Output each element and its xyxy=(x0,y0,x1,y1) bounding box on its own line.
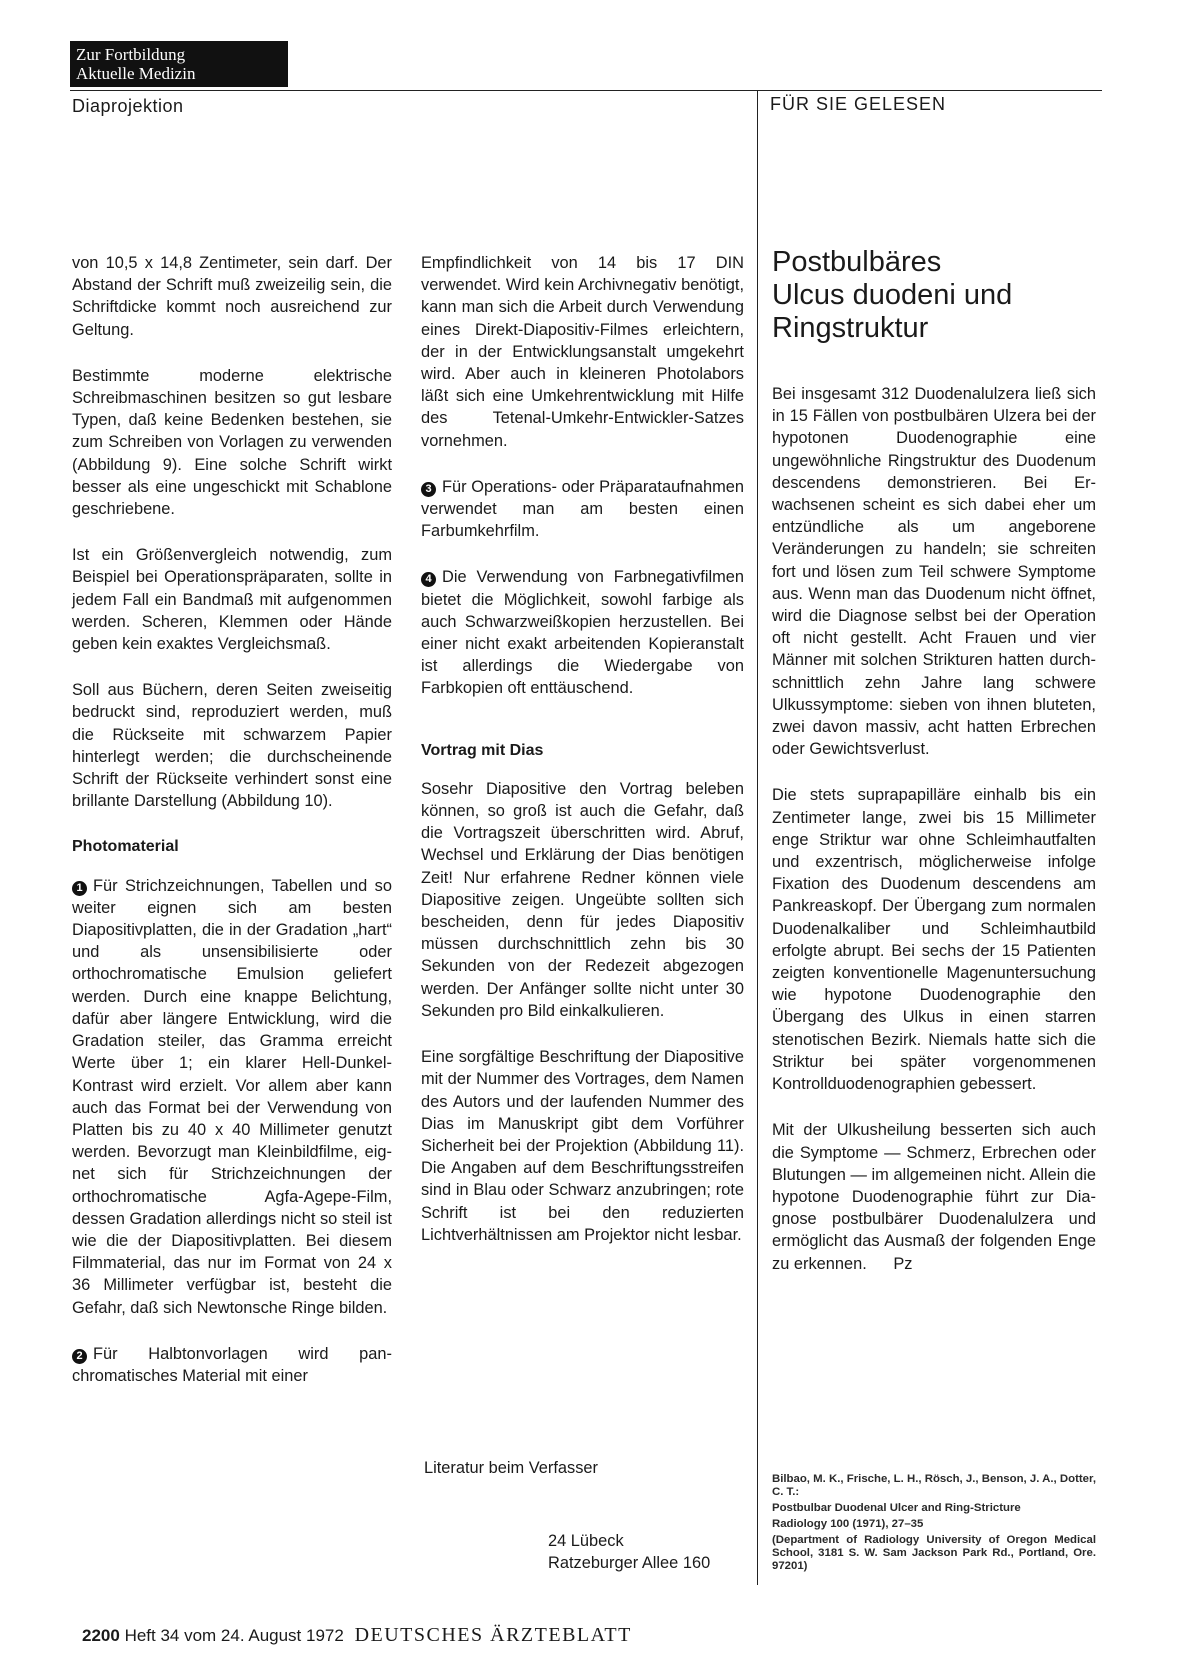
paragraph-text: Für Halbtonvorlagen wird panchromatisches Material mit einer xyxy=(72,1344,392,1385)
author-signature: Pz xyxy=(893,1254,913,1273)
number-bullet-icon: 3 xyxy=(421,482,436,497)
paragraph: Sosehr Diapositive den Vortrag beleben können, so groß ist auch die Gefahr, daß die Vortragszeit überschritten wird. Abruf, Wechsel und Erklärung der Dias benötigen Zeit! Nur erfahrene Redner können viele Diapositive zeigen. Ungeübte sollten sich bescheiden, denn für jedes Diapositiv müssen durchschnittlich zehn bis 30 Sekunden von der Redezeit abgezogen werden. Der Anfänger sollte nicht unter 30 Sekunden pro Bild einkalkulieren. xyxy=(421,779,744,1020)
literature-note: Literatur beim Verfasser xyxy=(424,1459,598,1477)
address-line: Ratzeburger Allee 160 xyxy=(548,1554,711,1572)
page-number: 2200 xyxy=(82,1626,120,1645)
page-footer xyxy=(82,1624,632,1647)
paragraph: Soll aus Büchern, deren Seiten zweiseitig bedruckt sind, reproduziert werden, muß die Rückseite mit schwarzem Papier hinterlegt werden; die durchscheinende Schrift der Rückseite verhindert sonst eine brillante Darstellung (Abbildung 10). xyxy=(72,681,392,811)
numbered-paragraph xyxy=(72,875,392,1319)
reference-institution: (Department of Radiology University of Oregon Medical School, 3181 S. W. Sam Jackson Park Rd., Portland, Ore. 97201) xyxy=(772,1534,1096,1572)
top-rule xyxy=(70,90,1102,91)
paragraph-text: Die Verwendung von Farbnegativfilmen bietet die Möglichkeit, sowohl farbige als auch Schwarzweißkopien herzustellen. Bei einer nicht exakt arbeitenden Kopieranstalt ist allerdings die Wiedergabe von Farbkopien oft enttäuschend. xyxy=(421,568,744,698)
paragraph: Ist ein Größenvergleich notwendig, zum Beispiel bei Operationspräparaten, sollte in jedem Fall ein Bandmaß mit aufgenommen werden. Scheren, Klemmen oder Hände geben kein exaktes Vergleichsmaß. xyxy=(72,546,392,654)
column-2 xyxy=(421,252,744,1270)
paragraph: Eine sorgfältige Beschriftung der Diapositive mit der Nummer des Vortrages, dem Namen des Autors und der laufenden Nummer des Dias im Manuskript gibt dem Vorführer Sicherheit bei der Projektion (Abbildung 11). Die Angaben auf dem Beschriftungsstreifen sind in Blau oder Schwarz anzubringen; rote Schrift ist bei den reduzierten Lichtverhältnissen am Projektor nicht lesbar. xyxy=(421,1048,744,1244)
column-1 xyxy=(72,252,392,1411)
number-bullet-icon: 1 xyxy=(72,881,87,896)
paragraph: Bestimmte moderne elektrische Schreibmaschinen besitzen so gut lesbare Typen, daß keine Bedenken bestehen, sie zum Schreiben von Vorlagen zu verwenden (Abbildung 9). Eine solche Schrift wirkt besser als eine ungeschickt mit Schablone geschriebene. xyxy=(72,366,392,519)
paragraph: von 10,5 x 14,8 Zentimeter, sein darf. Der Abstand der Schrift muß zweizeilig sein, die Schriftdicke kommt noch ausreichend zur Geltung. xyxy=(72,254,392,339)
reference-source: Radiology 100 (1971), 27–35 xyxy=(772,1518,924,1530)
paragraph xyxy=(772,1119,1096,1274)
paragraph-text: Mit der Ulkusheilung besserten sich auch die Symptome — Schmerz, Erbrechen oder Blutungen — im allgemeinen nicht. Allein die hypotone Duodenographie führt zur Diagnose postbulbärer Duodenalulzera und ermöglicht das Ausmaß der folgenden Enge zu erkennen. xyxy=(772,1121,1096,1273)
title-line: Postbulbäres xyxy=(772,246,942,278)
reference-title: Postbulbar Duodenal Ulcer and Ring-Stricture xyxy=(772,1502,1021,1514)
subheading: Photomaterial xyxy=(72,838,179,856)
title-line: Ulcus duodeni und xyxy=(772,279,1013,311)
column-rubric: FÜR SIE GELESEN xyxy=(770,94,947,114)
reference-authors: Bilbao, M. K., Frische, L. H., Rösch, J., Benson, J. A., Dotter, C. T.: xyxy=(772,1473,1096,1498)
author-address xyxy=(548,1530,710,1574)
article-title xyxy=(772,246,1102,345)
column-3 xyxy=(772,383,1096,1299)
references xyxy=(772,1473,1096,1576)
rubric-box-line1: Zur Fortbildung xyxy=(76,45,186,64)
numbered-paragraph xyxy=(421,566,744,699)
number-bullet-icon: 4 xyxy=(421,572,436,587)
rubric-box-line2: Aktuelle Medizin xyxy=(76,64,196,83)
paragraph-text: Für Operations- oder Präparataufnahmen verwendet man am besten einen Farbumkehrfilm. xyxy=(421,477,744,541)
paragraph: Bei insgesamt 312 Duodenalulzera ließ sich in 15 Fällen von postbulbären Ulzera bei der hypotonen Duodenographie eine ungewöhnliche Ringstruktur des Duodenum descendens demonstrieren. Bei Erwachsenen scheint es sich dabei eher um entzündliche als um angeborene Veränderungen zu handeln; sie schreiten fort und lösen zum Teil schwere Symptome aus. Wenn man das Duodenum nicht öffnet, wird die Diagnose selbst bei der Operation oft nicht gestellt. Acht Frauen und vier Männer mit solchen Strikturen hatten durchschnittlich zehn Jahre lang schwere Ulkussymptome: sieben von ihnen bluteten, zwei davon massiv, acht hatten Erbrechen oder Gewichtsverlust. xyxy=(772,385,1096,759)
subheading: Vortrag mit Dias xyxy=(421,741,544,759)
journal-name: DEUTSCHES ÄRZTEBLATT xyxy=(354,1624,632,1646)
numbered-paragraph xyxy=(72,1343,392,1387)
paragraph: Die stets suprapapilläre einhalb bis ein Zentimeter lange, zwei bis 15 Millimeter enge Striktur war ohne Schleimhautfalten und exzentrisch, möglicherweise infolge Fixation des Duodenum descendens am Pankreaskopf. Der Übergang zum normalen Duodenalkaliber und Schleimhautbild erfolgte abrupt. Bei sechs der 15 Patienten zeigten konventionelle Magenuntersuchung wie hypotone Duodenographie den Übergang des Ulkus in einen starren stenotischen Bezirk. Niemals hatte sich die Striktur bei später vorgenommenen Kontrollduodenographien gebessert. xyxy=(772,786,1096,1094)
title-line: Ringstruktur xyxy=(772,312,929,344)
paragraph-text: Für Strichzeichnungen, Tabellen und so weiter eignen sich am besten Diapositivplatten, die in der Gradation „hart“ und als unsensibilisierte oder orthochromatische Emulsion geliefert werden. Durch eine knappe Belichtung, dafür aber längere Entwicklung, wird die Gradation steiler, das Gramma erreicht Werte über 1; ein klarer Hell-Dunkel-Kontrast wird erzielt. Vor allem aber kann auch das Format bei der Verwendung von Platten bis zu 40 x 40 Millimeter genutzt werden. Bevorzugt man Kleinbildfilme, eignet sich für Strichzeichnungen der orthochromatische Agfa-Agepe-Film, dessen Gradation allerdings nicht so steil ist wie die der Diapositivplatten. Bei diesem Filmmaterial, das nur im Format von 24 x 36 Millimeter verfügbar ist, besteht die Gefahr, daß sich Newtonsche Ringe bilden. xyxy=(72,876,392,1317)
numbered-paragraph xyxy=(421,476,744,543)
rubric-box xyxy=(70,41,288,87)
section-label: Diaprojektion xyxy=(72,96,184,116)
paragraph: Empfindlichkeit von 14 bis 17 DIN verwendet. Wird kein Archivnegativ benötigt, kann man sich die Arbeit durch Verwendung eines Direkt-Diapositiv-Filmes erleichtern, der in der Entwicklungsanstalt umgekehrt wird. Aber auch in kleineren Photolabors läßt sich eine Umkehrentwicklung mit Hilfe des Tetenal-Umkehr-Entwickler-Satzes vornehmen. xyxy=(421,254,744,450)
issue-info: Heft 34 vom 24. August 1972 xyxy=(124,1626,344,1645)
number-bullet-icon: 2 xyxy=(72,1349,87,1364)
address-line: 24 Lübeck xyxy=(548,1532,624,1550)
column-divider xyxy=(757,90,758,1585)
